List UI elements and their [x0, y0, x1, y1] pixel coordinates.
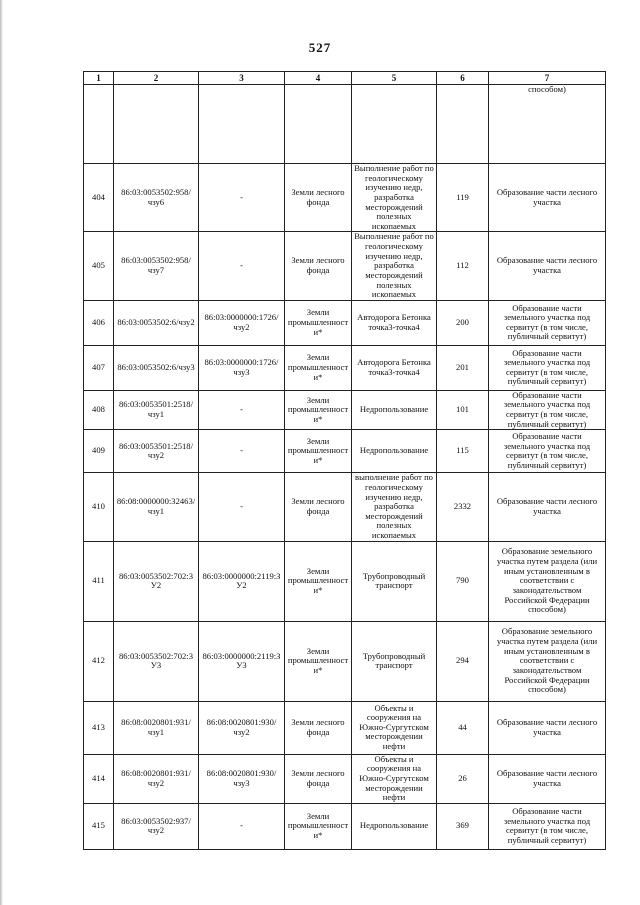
table-row: [84, 232, 606, 300]
area-cell: 115: [437, 430, 489, 473]
area-cell: 2332: [437, 473, 489, 541]
permitted-use-cell: Недропользование: [352, 430, 437, 473]
table-row: [84, 345, 606, 390]
permitted-use-cell: выполнение работ по геологическому изучению недр, разработка месторождений полезных ископаемых: [352, 473, 437, 541]
parent-plot-cell: -: [199, 473, 285, 541]
method-cell: Образование части земельного участка под сервитут (в том числе, публичный сервитут): [489, 430, 606, 473]
area-cell: 201: [437, 345, 489, 390]
parent-plot-cell: -: [199, 390, 285, 430]
row-number-cell: 412: [84, 621, 114, 701]
table-row: [84, 803, 606, 849]
cadastral-number-cell: 86:03:0053502:6/чзу3: [114, 345, 199, 390]
parent-plot-cell: 86:03:0000000:2119:ЗУ2: [199, 541, 285, 621]
row-number-cell: 408: [84, 390, 114, 430]
method-cell: Образование части земельного участка под сервитут (в том числе, публичный сервитут): [489, 390, 606, 430]
cadastral-number-cell: 86:08:0020801:931/чзу1: [114, 701, 199, 754]
row-number-cell: 406: [84, 300, 114, 345]
cadastral-number-cell: 86:08:0000000:32463/чзу1: [114, 473, 199, 541]
parent-plot-cell: 86:03:0000000:1726/чзу3: [199, 345, 285, 390]
parent-plot-cell: 86:03:0000000:1726/чзу2: [199, 300, 285, 345]
table-cell: [285, 85, 352, 164]
table-cell: [199, 85, 285, 164]
row-number-cell: 415: [84, 803, 114, 849]
header-cell: 3: [199, 72, 285, 85]
area-cell: 294: [437, 621, 489, 701]
land-plots-table: [83, 71, 606, 850]
method-cell: Образование земельного участка путем раздела (или иным установленным в соответствии с законодательством Российской Федерации способом): [489, 621, 606, 701]
table-row: [84, 390, 606, 430]
row-number-cell: 411: [84, 541, 114, 621]
permitted-use-cell: Выполнение работ по геологическому изучению недр, разработка месторождений полезных ископаемых: [352, 164, 437, 232]
cadastral-number-cell: 86:03:0053501:2518/чзу2: [114, 430, 199, 473]
parent-plot-cell: -: [199, 232, 285, 300]
method-cell: Образование части лесного участка: [489, 754, 606, 803]
land-category-cell: Земли промышленности*: [285, 803, 352, 849]
cadastral-number-cell: 86:03:0053502:6/чзу2: [114, 300, 199, 345]
land-category-cell: Земли промышленности*: [285, 541, 352, 621]
method-cell: Образование части лесного участка: [489, 164, 606, 232]
table-row: [84, 701, 606, 754]
row-number-cell: 410: [84, 473, 114, 541]
permitted-use-cell: Трубопроводный транспорт: [352, 541, 437, 621]
table-cell: [352, 85, 437, 164]
method-cell: Образование части лесного участка: [489, 232, 606, 300]
table-row: [84, 473, 606, 541]
header-cell: 7: [489, 72, 606, 85]
method-cell: Образование части лесного участка: [489, 473, 606, 541]
permitted-use-cell: Недропользование: [352, 803, 437, 849]
land-category-cell: Земли промышленности*: [285, 300, 352, 345]
permitted-use-cell: Объекты и сооружения на Южно-Сургутском месторождении нефти: [352, 754, 437, 803]
continuation-row: [84, 85, 606, 164]
permitted-use-cell: Автодорога Бетонка точка3-точка4: [352, 345, 437, 390]
table-row: [84, 621, 606, 701]
method-cell: Образование части лесного участка: [489, 701, 606, 754]
table-cell: способом): [489, 85, 606, 164]
header-cell: 1: [84, 72, 114, 85]
page-number: 527: [308, 40, 332, 55]
area-cell: 790: [437, 541, 489, 621]
row-number-cell: 414: [84, 754, 114, 803]
row-number-cell: 405: [84, 232, 114, 300]
land-category-cell: Земли лесного фонда: [285, 754, 352, 803]
cadastral-number-cell: 86:03:0053501:2518/чзу1: [114, 390, 199, 430]
cadastral-number-cell: 86:03:0053502:958/чзу7: [114, 232, 199, 300]
cadastral-number-cell: 86:03:0053502:958/чзу6: [114, 164, 199, 232]
table-cell: [84, 85, 114, 164]
table-cell: [114, 85, 199, 164]
land-category-cell: Земли лесного фонда: [285, 701, 352, 754]
land-category-cell: Земли лесного фонда: [285, 164, 352, 232]
area-cell: 101: [437, 390, 489, 430]
row-number-cell: 409: [84, 430, 114, 473]
area-cell: 26: [437, 754, 489, 803]
header-cell: 6: [437, 72, 489, 85]
permitted-use-cell: Автодорога Бетонка точка3-точка4: [352, 300, 437, 345]
land-category-cell: Земли промышленности*: [285, 390, 352, 430]
row-number-cell: 404: [84, 164, 114, 232]
area-cell: 119: [437, 164, 489, 232]
table-row: [84, 164, 606, 232]
table-row: [84, 541, 606, 621]
land-category-cell: Земли промышленности*: [285, 621, 352, 701]
scan-edge: [0, 0, 3, 905]
header-row: [84, 72, 606, 85]
area-cell: 44: [437, 701, 489, 754]
parent-plot-cell: -: [199, 430, 285, 473]
table-row: [84, 300, 606, 345]
land-category-cell: Земли промышленности*: [285, 345, 352, 390]
permitted-use-cell: Трубопроводный транспорт: [352, 621, 437, 701]
method-cell: Образование части земельного участка под сервитут (в том числе, публичный сервитут): [489, 803, 606, 849]
table-row: [84, 754, 606, 803]
table-cell: [437, 85, 489, 164]
row-number-cell: 413: [84, 701, 114, 754]
header-cell: 2: [114, 72, 199, 85]
method-cell: Образование части земельного участка под сервитут (в том числе, публичный сервитут): [489, 345, 606, 390]
cadastral-number-cell: 86:08:0020801:931/чзу2: [114, 754, 199, 803]
row-number-cell: 407: [84, 345, 114, 390]
parent-plot-cell: -: [199, 164, 285, 232]
parent-plot-cell: 86:08:0020801:930/чзу3: [199, 754, 285, 803]
area-cell: 369: [437, 803, 489, 849]
header-cell: 4: [285, 72, 352, 85]
parent-plot-cell: 86:08:0020801:930/чзу2: [199, 701, 285, 754]
header-cell: 5: [352, 72, 437, 85]
land-category-cell: Земли лесного фонда: [285, 473, 352, 541]
cadastral-number-cell: 86:03:0053502:937/чзу2: [114, 803, 199, 849]
permitted-use-cell: Недропользование: [352, 390, 437, 430]
method-cell: Образование части земельного участка под сервитут (в том числе, публичный сервитут): [489, 300, 606, 345]
cadastral-number-cell: 86:03:0053502:702:3У2: [114, 541, 199, 621]
permitted-use-cell: Объекты и сооружения на Южно-Сургутском месторождении нефти: [352, 701, 437, 754]
parent-plot-cell: 86:03:0000000:2119:ЗУ3: [199, 621, 285, 701]
land-category-cell: Земли промышленности*: [285, 430, 352, 473]
land-category-cell: Земли лесного фонда: [285, 232, 352, 300]
method-cell: Образование земельного участка путем раздела (или иным установленным в соответствии с законодательством Российской Федерации способом): [489, 541, 606, 621]
table-row: [84, 430, 606, 473]
cadastral-number-cell: 86:03:0053502:702:3У3: [114, 621, 199, 701]
parent-plot-cell: -: [199, 803, 285, 849]
area-cell: 200: [437, 300, 489, 345]
permitted-use-cell: Выполнение работ по геологическому изучению недр, разработка месторождений полезных ископаемых: [352, 232, 437, 300]
area-cell: 112: [437, 232, 489, 300]
